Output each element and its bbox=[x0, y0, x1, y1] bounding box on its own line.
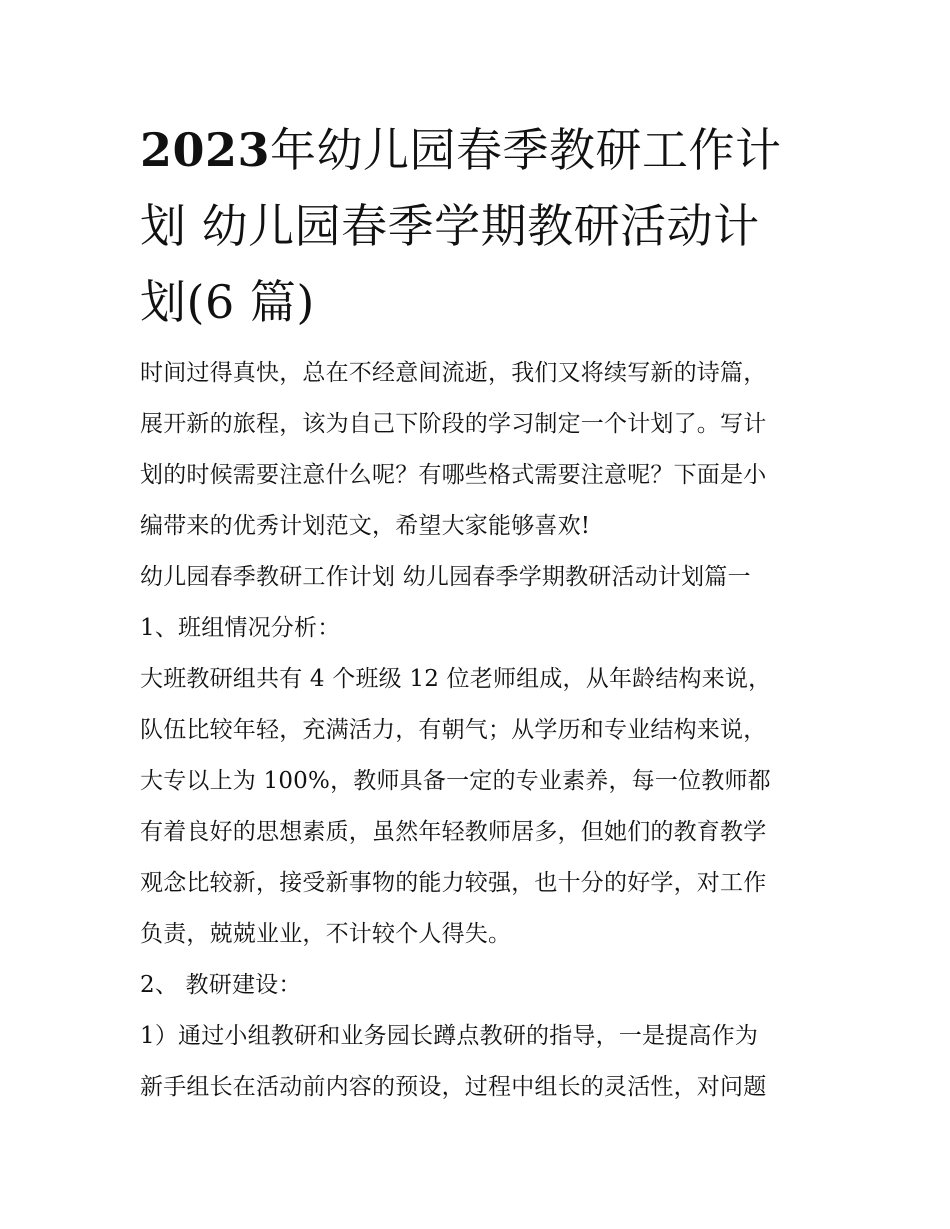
document-title bbox=[140, 112, 820, 340]
text-line: 展开新的旅程，该为自己下阶段的学习制定一个计划了。写计 bbox=[140, 411, 767, 437]
body-paragraph bbox=[140, 654, 820, 960]
title-line-2: 划 幼儿园春季学期教研活动计 bbox=[140, 199, 760, 253]
text-line: 大班教研组共有 4 个班级 12 位老师组成，从年龄结构来说， bbox=[140, 666, 772, 692]
text-line: 负责，兢兢业业，不计较个人得失。 bbox=[140, 921, 512, 947]
text-line: 划的时候需要注意什么呢？有哪些格式需要注意呢？下面是小 bbox=[140, 462, 767, 488]
text-line: 1、班组情况分析： bbox=[140, 615, 341, 641]
intro-paragraph bbox=[140, 348, 820, 552]
subsection-heading bbox=[140, 960, 820, 1011]
text-line: 幼儿园春季教研工作计划 幼儿园春季学期教研活动计划篇一 bbox=[140, 564, 751, 590]
text-line: 1）通过小组教研和业务园长蹲点教研的指导，一是提高作为 bbox=[140, 1023, 759, 1049]
text-line: 编带来的优秀计划范文，希望大家能够喜欢! bbox=[140, 513, 591, 539]
title-line-1 bbox=[140, 112, 820, 188]
subsection-heading bbox=[140, 603, 820, 654]
title-year: 2023 bbox=[140, 123, 271, 177]
text-line: 大专以上为 100%，教师具备一定的专业素养，每一位教师都 bbox=[140, 768, 771, 794]
title-line-1-text: 年幼儿园春季教研工作计 bbox=[270, 123, 782, 177]
text-line: 队伍比较年轻，充满活力，有朝气；从学历和专业结构来说， bbox=[140, 717, 767, 743]
text-line: 有着良好的思想素质，虽然年轻教师居多，但她们的教育教学 bbox=[140, 819, 767, 845]
text-line: 观念比较新，接受新事物的能力较强，也十分的好学，对工作 bbox=[140, 870, 767, 896]
body-paragraph bbox=[140, 1011, 820, 1113]
title-line-3: 划(6 篇) bbox=[140, 275, 315, 329]
text-line: 2、 教研建设： bbox=[140, 972, 302, 998]
text-line: 新手组长在活动前内容的预设，过程中组长的灵活性，对问题 bbox=[140, 1074, 767, 1100]
document-content bbox=[140, 112, 820, 1113]
text-line: 时间过得真快，总在不经意间流逝，我们又将续写新的诗篇， bbox=[140, 360, 767, 386]
section-heading bbox=[140, 552, 820, 603]
